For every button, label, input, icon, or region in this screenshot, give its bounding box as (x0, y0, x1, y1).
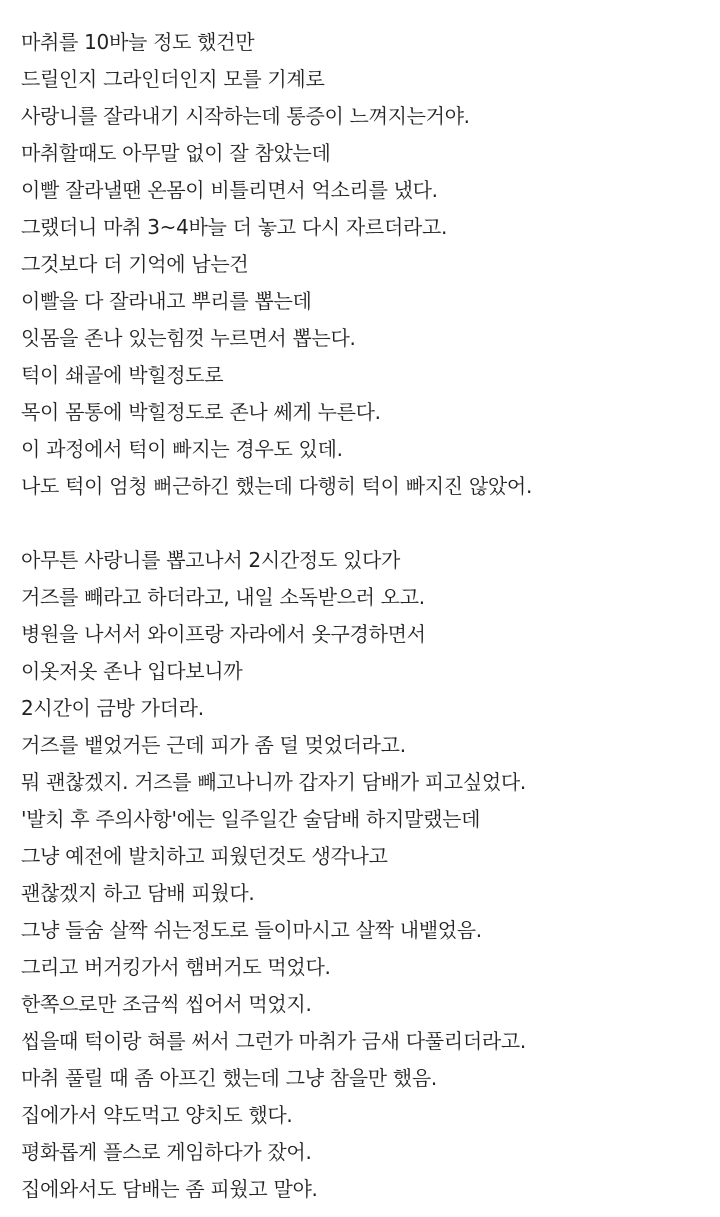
text-line: 평화롭게 플스로 게임하다가 잤어. (21, 1140, 312, 1164)
text-line: 괜찮겠지 하고 담배 피웠다. (21, 881, 255, 905)
text-line: 드릴인지 그라인더인지 모를 기계로 (21, 67, 325, 91)
text-line: 잇몸을 존나 있는힘껏 누르면서 뽑는다. (21, 326, 356, 350)
text-line: 나도 턱이 엄청 뻐근하긴 했는데 다행히 턱이 빠지진 않았어. (21, 474, 532, 498)
text-line: 거즈를 뱉었거든 근데 피가 좀 덜 멎었더라고. (21, 733, 406, 757)
text-line: 그리고 버거킹가서 햄버거도 먹었다. (21, 955, 331, 979)
text-line: 집에가서 약도먹고 양치도 했다. (21, 1103, 293, 1127)
text-line: 2시간이 금방 가더라. (21, 696, 204, 720)
text-line: 씹을때 턱이랑 혀를 써서 그런가 마취가 금새 다풀리더라고. (21, 1029, 526, 1053)
text-line: 한쪽으로만 조금씩 씹어서 먹었지. (21, 992, 312, 1016)
text-line: 이빨 잘라낼땐 온몸이 비틀리면서 억소리를 냈다. (21, 178, 438, 202)
text-line: 그것보다 더 기억에 남는건 (21, 252, 249, 276)
text-line: 뭐 괜찮겠지. 거즈를 빼고나니까 갑자기 담배가 피고싶었다. (21, 770, 526, 794)
paragraph-gap (21, 505, 711, 542)
text-line: 그냥 들숨 살짝 쉬는정도로 들이마시고 살짝 내뱉었음. (21, 918, 482, 942)
text-line: 마취 풀릴 때 좀 아프긴 했는데 그냥 참을만 했음. (21, 1066, 437, 1090)
text-line: 마취할때도 아무말 없이 잘 참았는데 (21, 141, 331, 165)
text-line: 아무튼 사랑니를 뽑고나서 2시간정도 있다가 (21, 548, 401, 572)
paragraph-1 (21, 24, 711, 505)
text-line: 이옷저옷 존나 입다보니까 (21, 659, 243, 683)
text-line: 집에와서도 담배는 좀 피웠고 말야. (21, 1177, 318, 1201)
text-line: 그랬더니 마취 3~4바늘 더 놓고 다시 자르더라고. (21, 215, 448, 239)
text-line: 그냥 예전에 발치하고 피웠던것도 생각나고 (21, 844, 388, 868)
text-line: 목이 몸통에 박힐정도로 존나 쎄게 누른다. (21, 400, 381, 424)
text-line: 이빨을 다 잘라내고 뿌리를 뽑는데 (21, 289, 312, 313)
text-line: 병원을 나서서 와이프랑 자라에서 옷구경하면서 (21, 622, 426, 646)
text-line: 사랑니를 잘라내기 시작하는데 통증이 느껴지는거야. (21, 104, 470, 128)
text-line: 마취를 10바늘 정도 했건만 (21, 30, 255, 54)
text-line: 턱이 쇄골에 박힐정도로 (21, 363, 224, 387)
paragraph-2 (21, 542, 711, 1208)
text-line: 이 과정에서 턱이 빠지는 경우도 있데. (21, 437, 343, 461)
text-line: '발치 후 주의사항'에는 일주일간 술담배 하지말랬는데 (21, 807, 481, 831)
text-line: 거즈를 빼라고 하더라고, 내일 소독받으러 오고. (21, 585, 425, 609)
document-body (21, 24, 711, 1208)
